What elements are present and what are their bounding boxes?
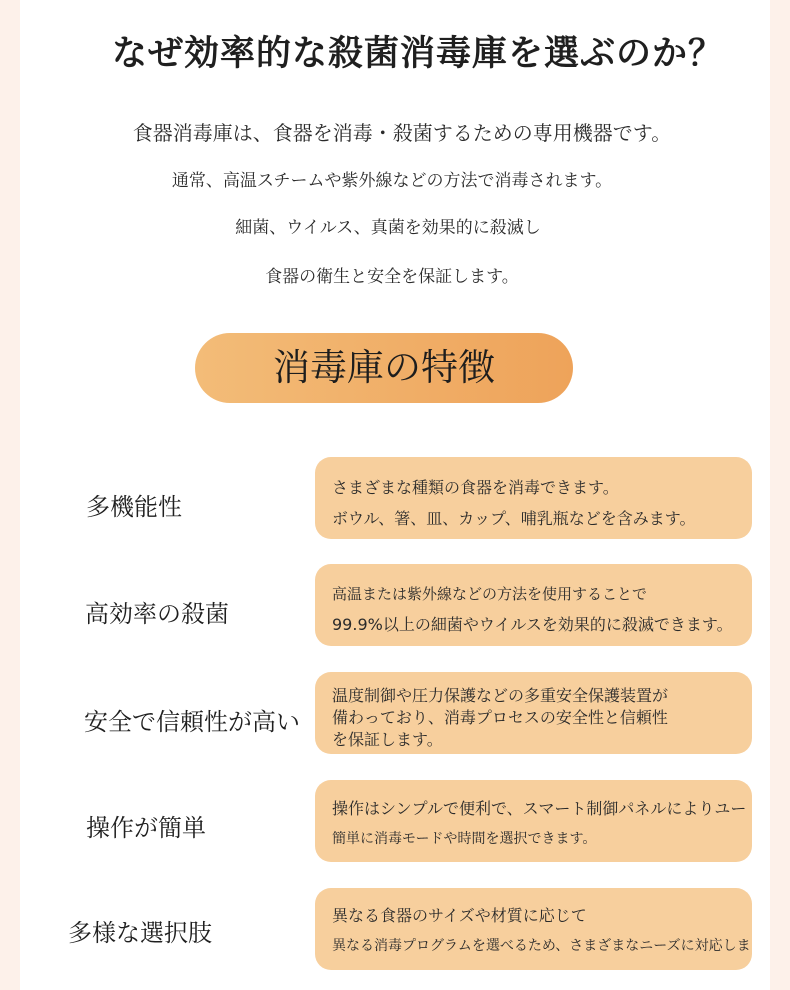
features-heading-banner: 消毒庫の特徴	[195, 333, 573, 403]
intro-line-4: 食器の衛生と安全を保証します。	[265, 267, 519, 287]
feature-text-line: 高温または紫外線などの方法を使用することで	[332, 585, 648, 603]
feature-label-easy-operation: 操作が簡単	[86, 814, 206, 842]
feature-box-safe-reliable	[315, 672, 752, 754]
intro-line-1: 食器消毒庫は、食器を消毒・殺菌するための専用機器です。	[132, 121, 672, 145]
feature-text-line: 異なる消毒プログラムを選べるため、さまざまなニーズに対応しま	[332, 938, 751, 954]
feature-text-line: 備わっており、消毒プロセスの安全性と信頼性	[332, 708, 668, 727]
page-title: なぜ効率的な殺菌消毒庫を選ぶのか？	[111, 34, 724, 74]
feature-text-line: 温度制御や圧力保護などの多重安全保護装置が	[332, 686, 669, 705]
feature-text-line: 簡単に消毒モードや時間を選択できます。	[332, 831, 597, 847]
feature-text-line: 異なる食器のサイズや材質に応じて	[332, 906, 587, 925]
intro-line-3: 細菌、ウイルス、真菌を効果的に殺滅し	[235, 218, 541, 238]
feature-box-efficient-sterilization	[315, 564, 752, 646]
feature-text-line: 操作はシンプルで便利で、スマート制御パネルによりユー	[332, 799, 747, 818]
intro-line-2: 通常、高温スチームや紫外線などの方法で消毒されます。	[171, 171, 613, 191]
feature-box-various-options	[315, 888, 752, 970]
feature-box-multifunction	[315, 457, 752, 539]
feature-text-line: を保証します。	[332, 730, 443, 749]
feature-label-efficient-sterilization: 高効率の殺菌	[85, 600, 229, 628]
feature-text-line: さまざまな種類の食器を消毒できます。	[332, 478, 619, 497]
feature-label-various-options: 多様な選択肢	[68, 919, 212, 947]
feature-label-multifunction: 多機能性	[86, 493, 182, 521]
feature-label-safe-reliable: 安全で信頼性が高い	[84, 708, 300, 736]
feature-text-line: 99.9%以上の細菌やウイルスを効果的に殺滅できます。	[332, 615, 733, 634]
feature-text-line: ボウル、箸、皿、カップ、哺乳瓶などを含みます。	[332, 509, 696, 528]
feature-box-easy-operation	[315, 780, 752, 862]
